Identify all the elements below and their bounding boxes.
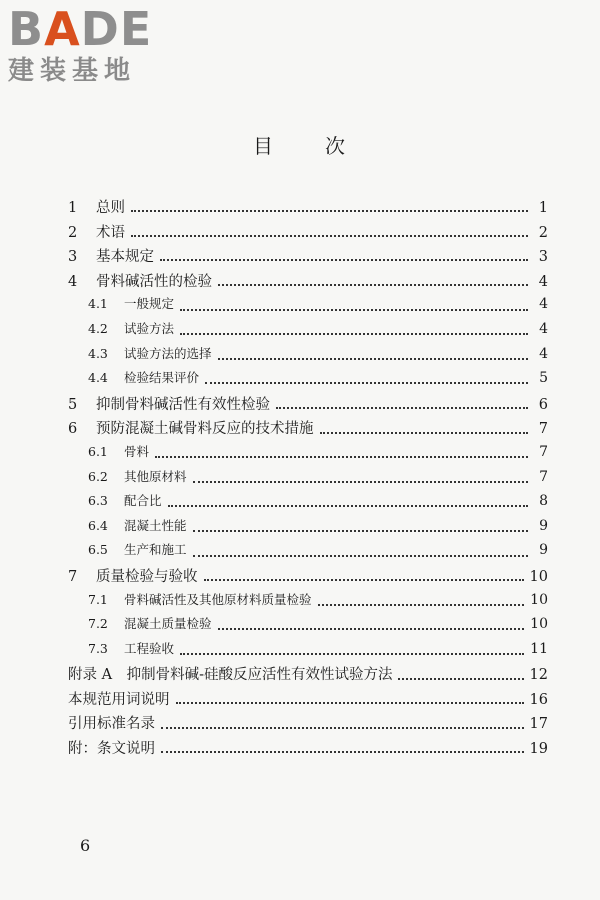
toc-entry-page: 10: [529, 568, 548, 585]
toc-entry-page: 7: [539, 468, 548, 485]
dot-leader: [218, 284, 528, 286]
toc-entry-label: 附录 A 抑制骨料碱-硅酸反应活性有效性试验方法: [68, 667, 393, 684]
dot-leader: [218, 358, 528, 360]
toc-entry[interactable]: [68, 245, 548, 270]
toc-entry-label: 术语: [96, 224, 125, 241]
toc-entry-page: 7: [538, 421, 548, 438]
dot-leader: [180, 333, 528, 335]
toc-entry-label: 抑制骨料碱活性有效性检验: [96, 396, 270, 413]
toc-entry-label: 骨料碱活性及其他原材料质量检验: [124, 591, 312, 607]
toc-entry-page: 17: [529, 716, 548, 733]
toc-entry-number: 3: [68, 249, 78, 266]
toc-entry-label: 骨料: [124, 443, 150, 459]
toc-entry-page: 10: [530, 616, 548, 633]
toc-entry-number: 6.3: [88, 493, 108, 509]
toc-entry-label: 其他原材料: [124, 468, 187, 484]
toc-entry[interactable]: [68, 294, 548, 319]
logo: [8, 4, 178, 86]
toc-entry-page: 9: [539, 542, 548, 559]
toc-entry[interactable]: [68, 393, 548, 418]
dot-leader: [218, 628, 525, 630]
toc-entry-page: 3: [538, 249, 548, 266]
toc-entry-page: 9: [539, 517, 548, 534]
dot-leader: [155, 456, 528, 458]
toc-entry-label: 试验方法: [124, 320, 175, 336]
logo-wordmark: BADE: [8, 2, 153, 56]
dot-leader: [180, 653, 524, 655]
dot-leader: [193, 481, 528, 483]
toc-entry-page: 7: [539, 443, 548, 460]
toc-entry[interactable]: [68, 344, 548, 369]
dot-leader: [180, 309, 528, 311]
toc-entry-label: 配合比: [124, 493, 162, 509]
toc-entry[interactable]: [68, 319, 548, 344]
toc-entry[interactable]: [68, 467, 548, 492]
toc-entry-label: 检验结果评价: [124, 370, 200, 386]
toc-entry-page: 5: [539, 370, 548, 387]
toc-entry-number: 1: [68, 200, 78, 216]
toc-entry-page: 16: [529, 691, 548, 708]
toc-entry-number: 7.1: [88, 591, 108, 607]
dot-leader: [161, 751, 524, 753]
toc-entry-page: 1: [538, 200, 548, 216]
toc-entry-label: 一般规定: [124, 296, 175, 312]
toc-entry-number: 4.4: [88, 370, 108, 386]
toc-entry-page: 6: [538, 396, 548, 413]
toc-entry-number: 7: [68, 568, 78, 585]
dot-leader: [161, 727, 524, 729]
dot-leader: [193, 555, 528, 557]
dot-leader: [205, 382, 528, 384]
toc-entry-label: 预防混凝土碱骨料反应的技术措施: [96, 421, 314, 438]
toc-entry-page: 19: [529, 741, 548, 758]
toc-entry-page: 10: [530, 591, 548, 608]
toc-entry[interactable]: [68, 196, 548, 221]
toc-entry-number: 2: [68, 224, 78, 241]
toc-entry-number: 5: [68, 396, 78, 413]
toc-entry[interactable]: [68, 491, 548, 516]
toc-entry-label: 混凝土质量检验: [124, 616, 212, 632]
toc-entry-label: 本规范用词说明: [68, 691, 170, 708]
toc-entry-number: 4.3: [88, 345, 108, 361]
page-title: [0, 130, 600, 159]
toc-entry[interactable]: [68, 368, 548, 393]
toc-entry[interactable]: [68, 442, 548, 467]
toc-entry-page: 4: [539, 320, 548, 337]
toc-entry-page: 2: [538, 224, 548, 241]
title-char: 目: [253, 134, 275, 158]
toc-entry-page: 4: [539, 296, 548, 313]
toc-entry-number: 6: [68, 421, 78, 438]
toc-entry-page: 8: [539, 493, 548, 510]
toc-entry[interactable]: [68, 737, 548, 762]
toc-entry[interactable]: [68, 590, 548, 615]
toc-entry-page: 4: [539, 345, 548, 362]
toc-entry-number: 6.1: [88, 443, 108, 459]
toc-entry-page: 12: [529, 667, 548, 684]
dot-leader: [193, 530, 528, 532]
toc-entry-label: 附：条文说明: [68, 741, 155, 758]
toc-entry-number: 7.3: [88, 640, 108, 656]
toc-entry-number: 6.4: [88, 517, 108, 533]
logo-subtitle: 建装基地: [8, 56, 137, 86]
dot-leader: [276, 407, 528, 409]
dot-leader: [398, 678, 523, 680]
dot-leader: [176, 702, 524, 704]
toc-entry[interactable]: [68, 417, 548, 442]
dot-leader: [318, 604, 525, 606]
toc-entry[interactable]: [68, 221, 548, 246]
toc-entry-page: 4: [538, 273, 548, 290]
toc-entry-number: 7.2: [88, 616, 108, 632]
toc-entry-number: 6.5: [88, 542, 108, 558]
dot-leader: [320, 432, 529, 434]
toc-entry-page: 11: [530, 640, 548, 657]
toc-entry-label: 工程验收: [124, 640, 175, 656]
toc-entry-label: 总则: [96, 200, 125, 216]
page-number: 6: [80, 836, 91, 855]
toc-entry[interactable]: [68, 565, 548, 590]
toc-entry[interactable]: [68, 540, 548, 565]
toc-entry[interactable]: [68, 516, 548, 541]
toc-entry[interactable]: [68, 712, 548, 737]
toc-entry-label: 引用标准名录: [68, 716, 155, 733]
dot-leader: [204, 579, 524, 581]
toc-entry-label: 质量检验与验收: [96, 568, 198, 585]
toc-entry[interactable]: [68, 639, 548, 664]
toc-entry[interactable]: [68, 614, 548, 639]
toc-entry-label: 生产和施工: [124, 542, 187, 558]
title-char: 次: [325, 134, 347, 158]
toc-entry-number: 4: [68, 273, 78, 290]
toc-entry-number: 4.2: [88, 320, 108, 336]
toc-entry[interactable]: [68, 688, 548, 713]
dot-leader: [131, 235, 528, 237]
dot-leader: [160, 259, 528, 261]
toc-entry-label: 试验方法的选择: [124, 345, 212, 361]
toc-entry-number: 4.1: [88, 296, 108, 312]
toc-entry-label: 基本规定: [96, 249, 154, 266]
toc-entry-label: 混凝土性能: [124, 517, 187, 533]
toc-entry[interactable]: [68, 270, 548, 295]
table-of-contents: [68, 196, 548, 762]
toc-entry[interactable]: [68, 663, 548, 688]
toc-entry-label: 骨料碱活性的检验: [96, 273, 212, 290]
dot-leader: [131, 210, 528, 212]
dot-leader: [168, 505, 528, 507]
toc-entry-number: 6.2: [88, 468, 108, 484]
